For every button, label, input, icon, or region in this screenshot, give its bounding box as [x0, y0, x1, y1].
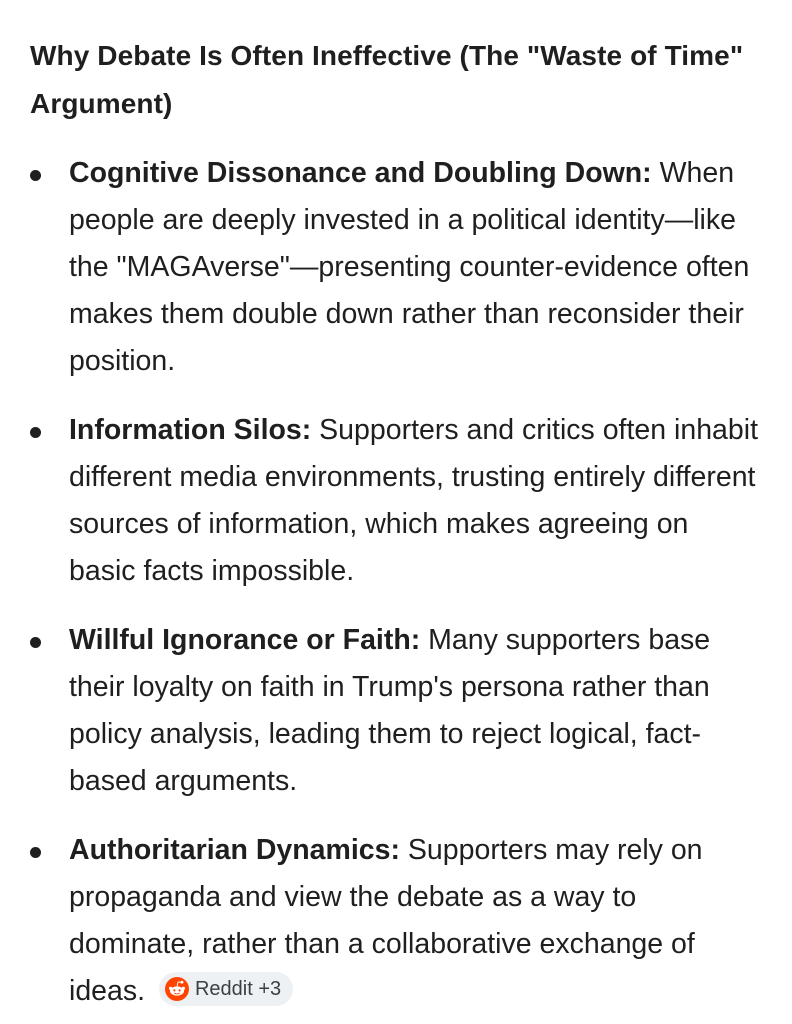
bullet-dot: [30, 427, 41, 438]
list-item: [30, 407, 762, 595]
bullet-dot: [30, 847, 41, 858]
list-item: [30, 150, 762, 385]
section-heading: Why Debate Is Often Ineffective (The "Waste of Time" Argument): [30, 40, 744, 119]
bullet-term: Cognitive Dissonance and Doubling Down:: [69, 157, 652, 189]
bullet-term: Information Silos:: [69, 414, 312, 446]
bullet-text: When people are deeply invested in a political identity—like the "MAGAverse"—presenting counter-evidence often makes them double down rather than reconsider their position.: [69, 157, 750, 377]
bullet-text: Supporters and critics often inhabit different media environments, trusting entirely different sources of information, which makes agreeing on basic facts impossible.: [69, 414, 758, 587]
list-item: [30, 827, 762, 1015]
bullet-dot: [30, 170, 41, 181]
bullet-term: Willful Ignorance or Faith:: [69, 624, 421, 656]
bullet-text: Supporters may rely on propaganda and view the debate as a way to dominate, rather than a collaborative exchange of ideas.: [69, 834, 703, 1007]
bullet-term: Authoritarian Dynamics:: [69, 834, 400, 866]
source-chip-label: Reddit +3: [194, 978, 282, 1001]
bullet-dot: [30, 637, 41, 648]
bullet-list: [30, 150, 762, 1015]
reddit-icon: [165, 977, 189, 1001]
bullet-text: Many supporters base their loyalty on faith in Trump's persona rather than policy analysis, leading them to reject logical, fact-based arguments.: [69, 624, 711, 797]
list-item: [30, 617, 762, 805]
source-chip-button[interactable]: [159, 972, 293, 1006]
